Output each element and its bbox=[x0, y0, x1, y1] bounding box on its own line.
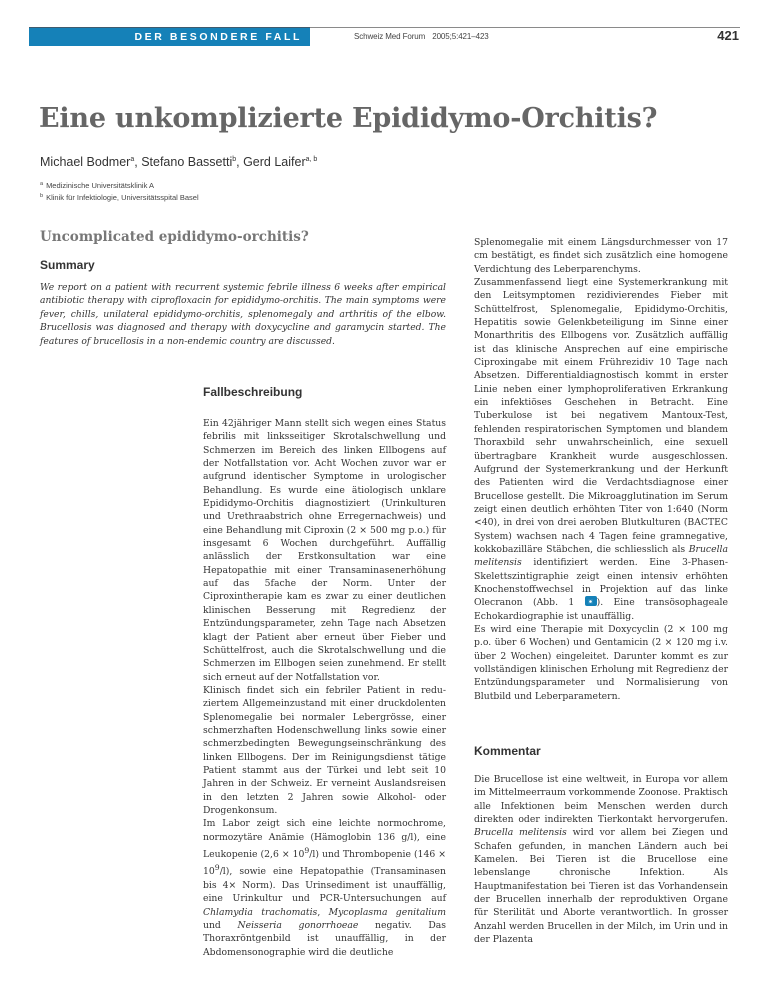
paragraph: Es wird eine Therapie mit Doxycyclin (2 × 100 mg p.o. über 6 Wochen) und Gentamicin (2 × 120 mg i.v. über 2 Wochen) eingeleitet. Darunter kommt es zur vollständigen klinischen Erholung mit Regredienz der Entzündungsparameter und Normalisierung von Blutbild und Leberparametern. bbox=[474, 623, 728, 702]
species-name: Chlamydia trachomatis bbox=[203, 906, 318, 918]
author: Michael Bodmer bbox=[40, 155, 131, 169]
text-run: negativ. Das Thoraxröntgenbild ist unauffällig, in der Abdomensonographie wird die deutliche bbox=[203, 919, 447, 958]
superscript: 9 bbox=[214, 863, 220, 873]
paragraph: Klinisch findet sich ein febriler Patient in reduziertem Allgemeinzustand mit einer druckdolenten Splenomegalie bei normaler Lebergrösse, einer schmerzhaften Hodenschwellung links sowie einer schmerzbedingten Bewegungseinschränkung des linken Ellbogens. Der im Reinigungsdienst tätige Patient stammt aus der Türkei und lebt seit 10 Jahren in der Schweiz. Er verneint Auslandsreisen in den letzten 2 Jahren sowie Alkohol- oder Drogenkonsum. bbox=[203, 684, 446, 816]
species-name: Brucella melitensis bbox=[474, 827, 567, 839]
species-name: Neisseria gonorrhoeae bbox=[237, 919, 359, 931]
text-run: , bbox=[317, 906, 329, 918]
summary-heading: Summary bbox=[40, 258, 95, 272]
affiliation-text: Klinik für Infektiologie, Universitätsspital Basel bbox=[46, 193, 199, 202]
affiliation bbox=[40, 191, 199, 203]
paragraph bbox=[474, 773, 728, 946]
paragraph: Splenomegalie mit einem Längsdurchmesser von 17 cm bestätigt, es findet sich zusätzlich eine homogene Verdichtung des Leberparenchyms. bbox=[474, 237, 728, 275]
english-title: Uncomplicated epididymo-orchitis? bbox=[40, 229, 309, 245]
case-column bbox=[203, 417, 446, 959]
paragraph bbox=[474, 276, 728, 623]
author-affiliation-mark: a bbox=[130, 156, 135, 163]
text-run: /l) und Thrombopenie (146 × 10 bbox=[203, 849, 446, 878]
section-band bbox=[29, 27, 310, 46]
affiliation bbox=[40, 179, 154, 191]
journal-name: Schweiz Med Forum bbox=[354, 32, 426, 41]
text-run: Die Brucellose ist eine weltweit, in Europa vor allem im Mittelmeerraum vorkommende Zoonose. Praktisch alle Infektionen beim Menschen werden durch direkten oder indirekten Tierkontakt hervorgerufen. bbox=[474, 774, 728, 826]
affiliation-mark: a bbox=[40, 181, 44, 187]
affiliation-mark: b bbox=[40, 193, 44, 199]
author-affiliation-mark: a, b bbox=[305, 156, 318, 163]
comment-column bbox=[474, 773, 728, 946]
case-column-continued bbox=[474, 236, 728, 703]
header-rule bbox=[310, 27, 740, 28]
summary-text: We report on a patient with recurrent systemic febrile illness 6 weeks after empirical antibiotic therapy with ciprofloxacin for epididymo-orchitis. The main symptoms were fever, chills, unilateral epididymo-orchitis, splenomegaly and arthritis of the elbow. Brucellosis was diagnosed and therapy with doxycycline and garamycin started. The features of brucellosis in a non-endemic country are discussed. bbox=[40, 282, 446, 347]
text-run: Zusammenfassend liegt eine Systemerkrankung mit den Leitsymptomen rezidivierendes Fieber mit Schüttelfrost, Splenomegalie, Epididymo-Orchitis, Hepatitis sowie Gelenkbeteiligung im Sinne einer Monarthritis des Ellbogens vor. Zusätzlich auffällig ist das klinische Ansprechen auf eine empirische Ciproxingabe mit einem Frührezidiv 10 Tage nach Absetzen. Differentialdiagnostisch kommt in erster Linie neben einer lymphoproliferativen Erkrankung ein infektiöses Geschehen in Betracht. Eine Tuberkulose ist bei negativem Mantoux-Test, fehlenden respiratorischen Symptomen und blandem Thoraxbild sehr unwahrscheinlich, eine sexuell übertragbare Krankheit wurde ausgeschlossen. Aufgrund der Systemerkrankung und der Herkunft des Patienten wird die Verdachtsdiagnose einer Brucellose gestellt. Die Mikroagglutination im Serum zeigt einen deutlich erhöhten Titer von 1:640 (Norm <40), in drei von drei aeroben Blutkulturen (BACTEC System) wachsen nach 4 Tagen feine gramnegative, kokkobazilläre Stäbchen, die schliesslich als bbox=[474, 277, 728, 555]
text-run: und bbox=[203, 919, 238, 931]
species-name: Mycoplasma genitalium bbox=[328, 906, 446, 918]
page-number: 421 bbox=[717, 28, 739, 43]
paragraph: Ein 42jähriger Mann stellt sich wegen eines Status febrilis mit linksseitiger Skrotalschwellung und Schmerzen im Bereich des linken Ellbogens auf der Notfallstation vor. Acht Wochen zuvor war er aufgrund identischer Symptome in urologischer Behandlung. Es wurde eine ätiologisch unklare Epididymo-Orchitis diagnostiziert (Urinkulturen und Urethraabstrich ohne Erregernachweis) und eine Behandlung mit Ciproxin (2 × 500 mg p.o.) für insgesamt 6 Wochen durchgeführt. Auffällig anlässlich der Erstkonsultation war eine Hepatopathie mit einer Transaminasenerhöhung auf das 5fache der Norm. Unter der Ciproxintherapie kam es zwar zu einer deutlichen klinischen Besserung mit Regredienz der Entzündungsparameter, zehn Tage nach Absetzen klagt der Patient aber erneut über Fieber und Schüttelfrost, auch die Skrotalschwellung und die Schmerzen im Ellbogen seien zunehmend. Er stellt sich erneut auf der Notfallstation vor. bbox=[203, 418, 446, 683]
section-heading-fallbeschreibung: Fallbeschreibung bbox=[203, 385, 303, 399]
author-list: Michael Bodmer$^a$, Stefano Bassetti$^b$, Gerd Laifer$^{a, b}$ bbox=[40, 155, 318, 169]
superscript: 9 bbox=[304, 846, 310, 855]
species-name: Brucella melitensis bbox=[474, 543, 728, 569]
author: Gerd Laifer bbox=[243, 155, 306, 169]
section-label: DER BESONDERE FALL bbox=[134, 31, 302, 43]
text-run: ). Eine transösophageale Echokardiographie ist unauffällig. bbox=[474, 597, 728, 622]
text-run: wird vor allem bei Ziegen und Schafen gefunden, in manchen Ländern auch bei Kamelen. Bei Tieren ist die Brucellose eine lebenslange chronische Infektion. Als Hauptmanifestation bei Tieren ist das Vorhandensein der Brucellen innerhalb der reproduktiven Organe für Sterilität und Aborte verantwortlich. In grosser Anzahl werden Brucellen in der Milch, im Urin und in der Plazenta bbox=[474, 827, 728, 946]
text-run: identifiziert werden. Eine 3-Phasen-Skelettszintigraphie zeigt einen intensiv erhöhten Knochenstoffwechsel in Projektion auf das linke Olecranon (Abb. 1 bbox=[474, 557, 728, 609]
text-run: /l), sowie eine Hepatopathie (Transaminasen bis 4× Norm). Das Urinsediment ist unauffällig, eine Urinkultur und PCR-Untersuchungen auf bbox=[203, 866, 446, 905]
paragraph bbox=[203, 817, 446, 959]
author-affiliation-mark: b bbox=[232, 156, 237, 163]
affiliation-text: Medizinische Universitätsklinik A bbox=[46, 181, 155, 190]
journal-citation bbox=[354, 32, 489, 42]
author: Stefano Bassetti bbox=[141, 155, 233, 169]
text-run: Im Labor zeigt sich eine leichte normochrome, normozytäre Anämie (Hämoglobin 136 g/l), eine Leukopenie (2,6 × 10 bbox=[203, 818, 446, 861]
section-heading-kommentar: Kommentar bbox=[474, 744, 541, 758]
camera-icon[interactable] bbox=[585, 596, 597, 606]
citation: 2005;5:421–423 bbox=[432, 32, 489, 41]
article-title: Eine unkomplizierte Epididymo-Orchitis? bbox=[39, 103, 658, 134]
running-header bbox=[29, 27, 740, 45]
